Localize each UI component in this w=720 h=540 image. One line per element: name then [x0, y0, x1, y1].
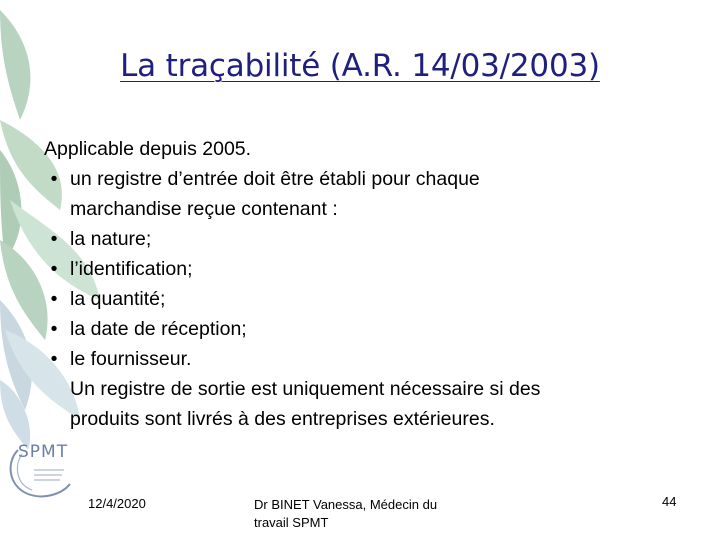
- list-item: [44, 344, 684, 374]
- bullet-icon: •: [50, 168, 58, 190]
- footer-author-line: travail SPMT: [254, 515, 329, 530]
- bullet-icon: •: [50, 228, 58, 250]
- closing-text: Un registre de sortie est uniquement nécessaire si des: [70, 378, 541, 400]
- list-item: [44, 284, 684, 314]
- logo-text: SPMT: [18, 442, 69, 462]
- list-item: [44, 224, 684, 254]
- list-item: [44, 164, 684, 194]
- intro-text: Applicable depuis 2005.: [44, 138, 252, 160]
- bullet-icon: •: [50, 348, 58, 370]
- closing-text: produits sont livrés à des entreprises extérieures.: [70, 408, 495, 430]
- list-item: [44, 254, 684, 284]
- slide-title: La traçabilité (A.R. 14/03/2003): [120, 48, 600, 84]
- list-item-text: l’identification;: [70, 258, 193, 280]
- slide-body: [44, 134, 684, 434]
- bullet-icon: •: [50, 288, 58, 310]
- list-item-text: le fournisseur.: [70, 348, 192, 370]
- bullet-icon: •: [50, 258, 58, 280]
- list-item-continuation: marchandise reçue contenant :: [70, 198, 338, 220]
- page-number: 44: [662, 494, 677, 509]
- list-item: [44, 314, 684, 344]
- list-item-text: la quantité;: [70, 288, 166, 310]
- list-item-text: la date de réception;: [70, 318, 247, 340]
- footer-date: 12/4/2020: [88, 496, 146, 511]
- bullet-icon: •: [50, 318, 58, 340]
- footer-author: [254, 496, 474, 532]
- list-item-text: un registre d’entrée doit être établi pour chaque: [70, 168, 480, 190]
- list-item-text: la nature;: [70, 228, 152, 250]
- footer-author-line: Dr BINET Vanessa, Médecin du: [254, 497, 438, 512]
